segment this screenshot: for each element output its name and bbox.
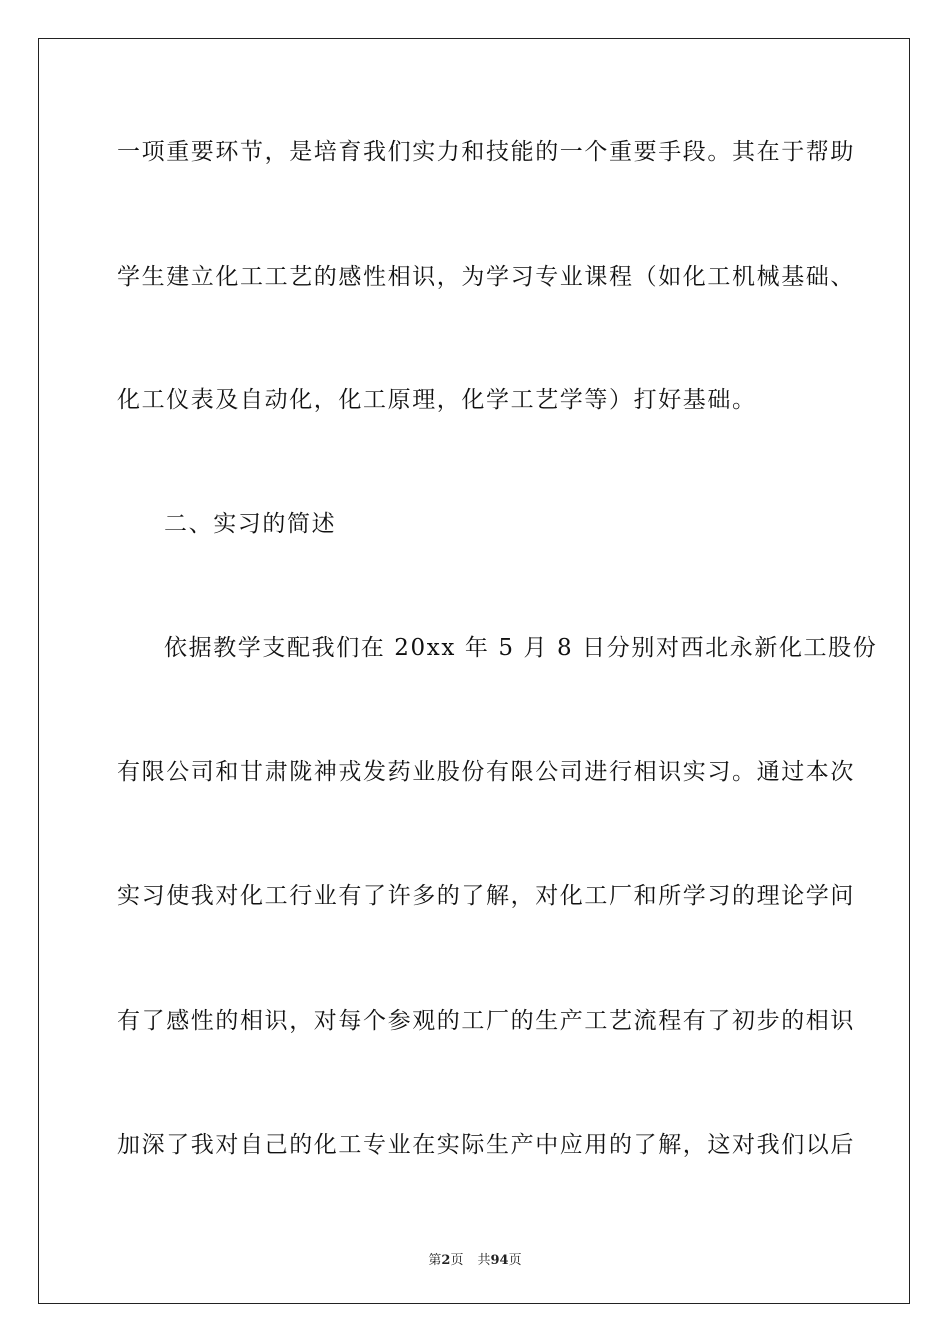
text-line-6: 有限公司和甘肃陇神戎发药业股份有限公司进行相识实习。通过本次: [117, 759, 855, 785]
text-line-7: 实习使我对化工行业有了许多的了解，对化工厂和所学习的理论学问: [117, 883, 855, 909]
text-line-5: 依据教学支配我们在 20xx 年 5 月 8 日分别对西北永新化工股份: [164, 635, 878, 661]
text-line-3: 化工仪表及自动化，化工原理，化学工艺学等）打好基础。: [117, 387, 757, 413]
page-footer: [0, 1249, 950, 1268]
page-number: 2: [441, 1253, 451, 1268]
section-heading: 二、实习的简述: [164, 511, 337, 537]
text-line-8: 有了感性的相识，对每个参观的工厂的生产工艺流程有了初步的相识: [117, 1008, 855, 1034]
text-line-9: 加深了我对自己的化工专业在实际生产中应用的了解，这对我们以后: [117, 1132, 855, 1158]
total-pages: 94: [490, 1253, 509, 1268]
page-prefix: 第: [428, 1253, 442, 1268]
total-prefix: 共: [477, 1253, 491, 1268]
text-line-1: 一项重要环节，是培育我们实力和技能的一个重要手段。其在于帮助: [117, 139, 855, 165]
page-border: [38, 38, 910, 1304]
total-suffix: 页: [508, 1253, 522, 1268]
page-suffix: 页: [450, 1253, 464, 1268]
text-line-2: 学生建立化工工艺的感性相识，为学习专业课程（如化工机械基础、: [117, 264, 855, 290]
